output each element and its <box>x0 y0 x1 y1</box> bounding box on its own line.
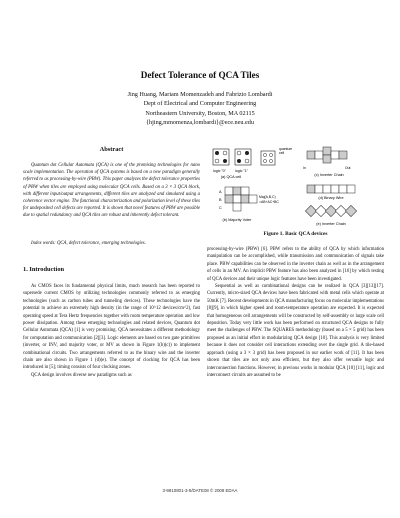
qca-cell-diagram <box>213 147 292 179</box>
label-quantum: quantum <box>279 147 293 151</box>
majority-voter-diagram <box>219 187 279 222</box>
intro-paragraph-1: As CMOS faces its fundamental physical limits, much research has been reported to supersede current CMOS by utilizing technologies commonly referred to as emerging technologies (such as carbon tubes and tunneling devices). These technologies have the potential to achieve an extremely high density (in the range of 10^12 devices/cm^2), fast operating speed at Tera Hertz frequencies together with room temperature operation and low power dissipation. Among these emerging technologies and related devices, Quantum dot Cellular Automata (QCA) [1] is very promising. QCA necessitates a different methodology for computation and communication [2][3]. Logic elements are based on two gate primitives (inverter, or INV, and majority voter, or MV as shown in Figure 1(b)(c)) to implement combinational circuits. Two arrangements referred to as the binary wire and the inverter chain are also shown in Figure 1 (d)(e). The concept of clocking for QCA has been introduced in [5]; timing consists of four clocking zones. <box>23 284 200 371</box>
inverter-diagram <box>303 147 351 177</box>
author-block <box>0 90 400 127</box>
label-cell: cell <box>279 151 285 155</box>
label-in: In <box>303 166 306 170</box>
right-paragraph-1: processing-by-wire (PBW) [6]. PBW refers to the ability of QCA by which information manipulation can be accomplished, while transmission and communication of signals take place. PBW capabilities can be observed in the inverter chain as well as in the arrangement of cells in an MV. An implicit PBW feature has also been analyzed in [16] by which testing of QCA devices and their unique logic features have been investigated. <box>207 247 384 282</box>
intro-paragraph-2: QCA design involves diverse new paradigms such as <box>31 372 132 378</box>
inverter-chain-diagram <box>305 205 356 226</box>
author-email: {hjing,mmomenza,lombardi}@ece.neu.edu <box>146 118 254 126</box>
footer-copyright: 3-9810801-3-5/DATE08 © 2008 EDAA <box>162 488 238 493</box>
label-logic1: logic "1" <box>235 169 248 173</box>
intro-heading: 1. Introduction <box>23 266 65 273</box>
affiliation-dept: Dept of Electrical and Computer Engineering <box>143 100 257 108</box>
right-paragraph-2: Sequential as well as combinational designs can be realized in QCA [3][13][17]. Currently, micro-sized QCA devices have been fabricated with metal cells which operate at 50mK [7]. Recent developments in QCA manufacturing focus on molecular implementations [8][9], in which higher speed and room-temperature operation are expected. It is expected that homogeneous cell arrangements will be constructed by self-assembly or large scale cell deposition. Today very little work has been performed on structured QCA designs to fully meet the challenges of PBW. The SQUARES methodology (based on a 5 × 5 grid) has been proposed as an initial effort in modularizing QCA design [10]. This analysis is very limited because it does not consider cell interactions extending over the single grid. A tile-based approach (using a 3 × 3 grid) has been proposed in our earlier work of [11]. It has been shown that tiles are not only area efficient, but they also offer versatile logic and interconnection functions. However, in previous works in modular QCA [10] [11], logic and interconnect circuits are assumed to be <box>207 284 384 378</box>
caption-b: (b) Majority Voter <box>222 218 252 222</box>
abstract-text: Quantum dot Cellular Automata (QCA) is one of the promising technologies for nano scale implementation. The operation of QCA systems is based on a new paradigm generally referred to as processing-by-wire (PBW). This paper analyzes the defect tolerance properties of PBW when tiles are employed using molecular QCA cells. Based on a 3 × 3 QCA block, with different input/output arrangements, different tiles are analyzed and simulated using a coherence vector engine. The functional characterization and polarization level of these tiles for undeposited cell defects are reported. It is shown that novel features of PBW are possible due to spatial redundancy and QCA tiles are robust and inherently defect tolerant. <box>23 163 200 219</box>
caption-e: (e) Inverter Chain <box>316 222 346 226</box>
label-maj: Maj(A,B,C) <box>259 195 276 199</box>
right-column-text <box>207 246 384 379</box>
caption-d: (d) Binary Wire <box>318 196 344 200</box>
paper-title: Defect Tolerance of QCA Tiles <box>140 70 260 80</box>
label-c: C <box>219 206 222 210</box>
label-out: Out <box>345 166 351 170</box>
caption-a: (a) QCA cell <box>220 175 242 179</box>
abstract-heading: Abstract <box>99 146 124 153</box>
label-a: A <box>219 190 222 194</box>
index-terms: Index words: QCA, defect tolerance, emerging technologies. <box>31 241 146 246</box>
label-maj2: =AB+AC+BC <box>259 200 279 204</box>
label-logic0: logic "0" <box>213 169 226 173</box>
figure-1 <box>207 145 384 230</box>
figure-caption: Figure 1. Basic QCA devices <box>263 231 328 237</box>
affiliation-univ: Northeastern University, Boston, MA 02115 <box>145 109 255 117</box>
authors: Jing Huang, Mariam Momenzadeh and Fabrizio Lombardi <box>127 91 273 98</box>
label-b: B <box>219 198 222 202</box>
caption-c: (c) Inverter Chain <box>314 173 344 177</box>
figure-1-diagram <box>207 145 384 230</box>
binary-wire-diagram <box>307 185 355 200</box>
intro-section <box>23 283 200 379</box>
